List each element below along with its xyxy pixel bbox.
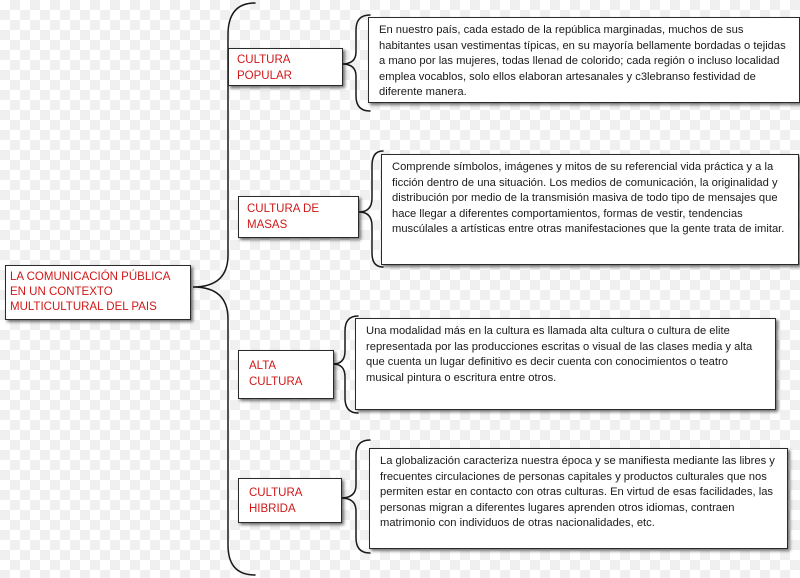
brace-masas — [359, 151, 383, 267]
category-label: CULTURA POPULAR — [237, 54, 292, 82]
category-label: CULTURA DE MASAS — [247, 203, 319, 231]
description-text: Comprende símbolos, imágenes y mitos de su referencial vida práctica y a la ficción dentro de una situación. Los medios de comunicación, la originalidad y distribución por medio de la transmisión masiva de todo tipo de mensajes que hace llegar a diferentes comportamientos, formas de vestir, tendencias muscúlales a artísticas entre otras manifestaciones que la gente trata de imitar. — [392, 161, 785, 235]
description-text: La globalización caracteriza nuestra época y se manifiesta mediante las libres y frecuentes circulaciones de personas capitales y productos culturales que nos permiten estar en contacto con otras culturas. En virtud de esas facilidades, las personas migran a diferentes lugares aprenden otros idiomas, contraen matrimonio con individuos de otras nacionalidades, etc. — [380, 455, 775, 529]
brace-popular — [342, 15, 370, 111]
category-label: ALTA CULTURA — [249, 360, 303, 388]
category-label: CULTURA HIBRIDA — [249, 487, 302, 515]
root-topic-box — [5, 265, 191, 320]
category-box-masas — [238, 196, 359, 238]
category-box-hibrida — [238, 478, 342, 523]
description-box-hibrida — [369, 448, 788, 549]
root-topic-label: LA COMUNICACIÓN PÚBLICA EN UN CONTEXTO MULTICULTURAL DEL PAIS — [10, 271, 170, 313]
category-box-alta — [238, 350, 334, 399]
description-text: Una modalidad más en la cultura es llamada alta cultura o cultura de elite representada por las producciones escritas o visual de las clases media y alta que cuenta un lugar definitivo es decir cuenta con conocimientos o teatro musical pintura o escritura entre otros. — [366, 325, 753, 384]
description-box-masas — [381, 154, 799, 265]
category-box-popular — [228, 48, 343, 86]
description-text: En nuestro país, cada estado de la república marginadas, muchos de sus habitantes usan vestimentas típicas, en su mayoría bellamente bordadas o tejidas a mano por las mujeres, todas llenad de colorido; cada región o incluso localidad emplea vocablos, solo ellos elaboran artesanales y c3lebranso festividad de diferente manera. — [379, 24, 786, 98]
description-box-alta — [355, 318, 776, 410]
description-box-popular — [368, 17, 800, 103]
brace-hibrida — [341, 440, 370, 553]
